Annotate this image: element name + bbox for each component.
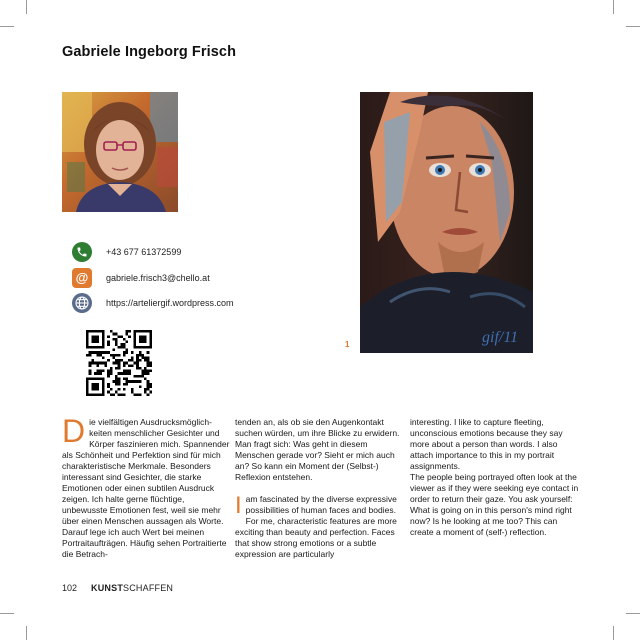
dropcap-i: I	[235, 492, 242, 519]
body-column-2	[235, 417, 405, 560]
qr-code-image	[86, 330, 152, 396]
phone-icon	[72, 242, 92, 262]
paragraph-en-1	[235, 494, 405, 560]
page-footer	[62, 583, 173, 593]
page-title: Gabriele Ingeborg Frisch	[62, 44, 237, 60]
contact-email-row[interactable]	[72, 268, 210, 288]
crop-mark	[626, 26, 640, 27]
paragraph-en-3: The people being portrayed often look at the viewer as if they were seeking eye contact in order to return their gaze. You ask yourself: What is going on in this person's mind right now? Is he looking at me too? This can create a moment of (self-) reflection.	[410, 472, 579, 537]
page-number: 102	[62, 583, 78, 593]
dropcap-d: D	[62, 413, 86, 449]
phone-number: +43 677 61372599	[106, 247, 182, 257]
crop-mark	[613, 626, 614, 640]
crop-mark	[26, 0, 27, 14]
paragraph-de-1	[62, 413, 232, 560]
body-column-3	[410, 417, 580, 538]
crop-mark	[0, 613, 14, 614]
artist-photo-image	[62, 92, 178, 212]
magazine-brand-regular: SCHAFFEN	[123, 583, 174, 593]
artwork-signature: gif/11	[482, 329, 519, 346]
crop-mark	[26, 626, 27, 640]
crop-mark	[613, 0, 614, 14]
crop-mark	[0, 26, 14, 27]
crop-mark	[626, 613, 640, 614]
caption-number: 1	[345, 340, 350, 349]
paragraph-de-2: tenden an, als ob sie den Augenkontakt suchen würden, um ihre Blicke zu erwidern. Man fragt sich: Was geht in diesem Menschen gerade vor? Sieht er mich auch an? So kann ein Moment der (Selbst-) Reflexion entstehen.	[235, 417, 400, 482]
artist-photo	[62, 92, 178, 212]
contact-website-row[interactable]	[72, 293, 234, 313]
magazine-brand-bold: KUNST	[91, 583, 124, 593]
globe-icon	[72, 293, 92, 313]
body-column-1	[62, 413, 232, 560]
artwork-image	[360, 92, 533, 353]
qr-code[interactable]	[86, 330, 152, 396]
artwork-painting	[360, 92, 533, 353]
email-at-icon: @	[72, 268, 92, 288]
paragraph-en-1-text: am fascinated by the diverse expressive possibilities of human faces and bodies. For me, characteristic features are more exciting than beauty and perfection. Faces that show strong emotions or a subtle expression are particularly	[235, 494, 397, 559]
paragraph-en-2: interesting. I like to capture fleeting, unconscious emotions because they say more about a person than words. I also attach importance to this in my portrait assignments.	[410, 417, 563, 471]
email-address: gabriele.frisch3@chello.at	[106, 273, 210, 283]
website-url: https://arteliergif.wordpress.com	[106, 298, 234, 308]
paragraph-de-1-text: ie vielfältigen Ausdrucksmöglich-keiten menschlicher Gesichter und Körper faszinieren mich. Spannender als Schönheit und Perfektion sind für mich charakteristische Merkmale. Besonders interessant sind Gesichter, die starke Emotionen oder einen subtilen Ausdruck zeigen. Ich halte gerne flüchtige, unbewusste Emotionen fest, weil sie mehr über einen Menschen aussagen als Worte. Darauf lege ich auch Wert bei meinen Portraitaufträgen. Häufig sehen Portraitierte die Betrach-	[62, 417, 230, 559]
contact-phone-row[interactable]	[72, 242, 181, 262]
